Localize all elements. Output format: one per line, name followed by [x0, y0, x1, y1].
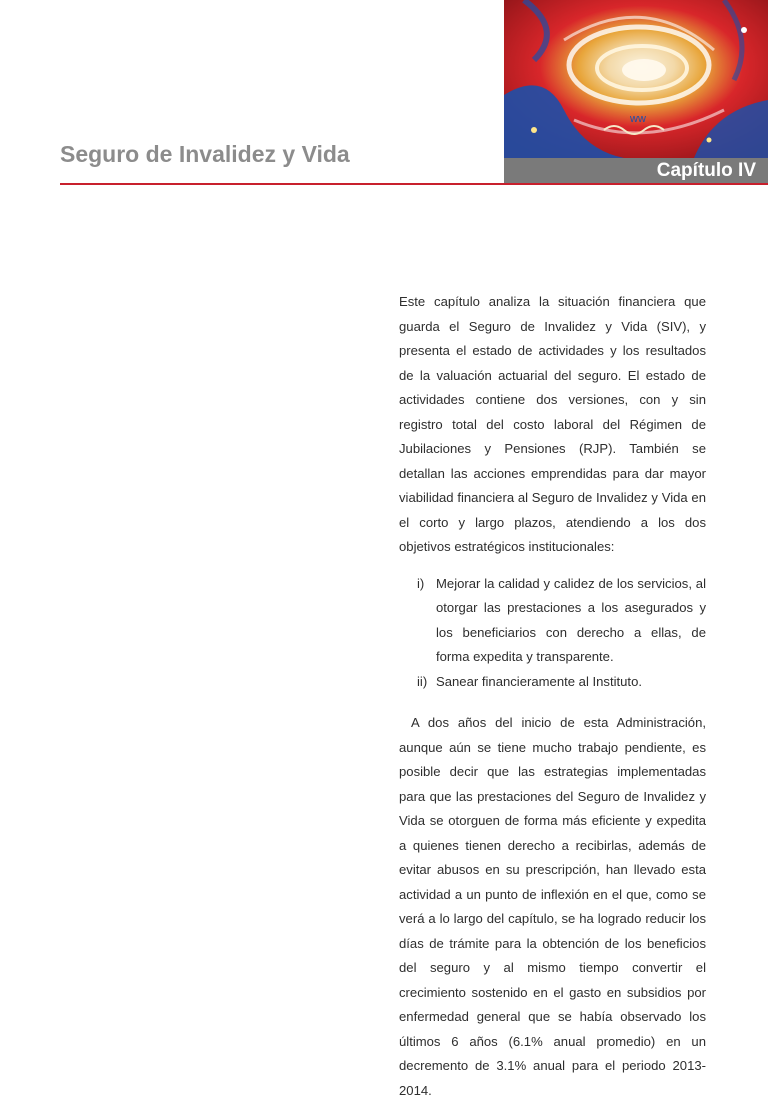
list-marker: ii) [417, 673, 428, 689]
list-item-text: Mejorar la calidad y calidez de los servicios, al otorgar las prestaciones a los asegurados y los beneficiarios con derecho a ellas, de forma expedita y transparente. [436, 575, 706, 664]
chapter-artwork [504, 0, 768, 158]
list-item [417, 670, 706, 695]
svg-text:ww: ww [630, 113, 646, 125]
chapter-label: Capítulo IV [656, 160, 756, 181]
intro-paragraph: Este capítulo analiza la situación financiera que guarda el Seguro de Invalidez y Vida (SIV), y presenta el estado de actividades y los resultados de la valuación actuarial del seguro. El estado de actividades contiene dos versiones, con y sin registro total del costo laboral del Régimen de Jubilaciones y Pensiones (RJP). También se detallan las acciones emprendidas para dar mayor viabilidad financiera al Seguro de Invalidez y Vida en el corto y largo plazos, atendiendo a los dos objetivos estratégicos institucionales: [399, 294, 706, 554]
chapter-body [399, 290, 706, 1103]
page-title: Seguro de Invalidez y Vida [60, 141, 350, 167]
list-item [417, 572, 706, 670]
list-marker: i) [417, 575, 425, 591]
second-paragraph: A dos años del inicio de esta Administración, aunque aún se tiene mucho trabajo pendiente, es posible decir que las estrategias implementadas para que las prestaciones del Seguro de Invalidez y Vida se otorguen de forma más eficiente y expedita a quienes tienen derecho a recibirlas, además de evitar abusos en su prescripción, han llevado esta actividad a un punto de inflexión en el que, como se verá a lo largo del capítulo, se ha logrado reducir los días de trámite para la obtención de los beneficios del seguro y al mismo tiempo convertir el crecimiento sostenido en el gasto en subsidios por enfermedad general que se había observado los últimos 6 años (6.1% anual promedio) en un decremento de 3.1% anual para el periodo 2013-2014. [399, 715, 706, 1098]
list-item-text: Sanear financieramente al Instituto. [436, 673, 642, 689]
objectives-list [399, 572, 706, 695]
chapter-badge [504, 158, 768, 184]
header-divider [60, 183, 768, 185]
